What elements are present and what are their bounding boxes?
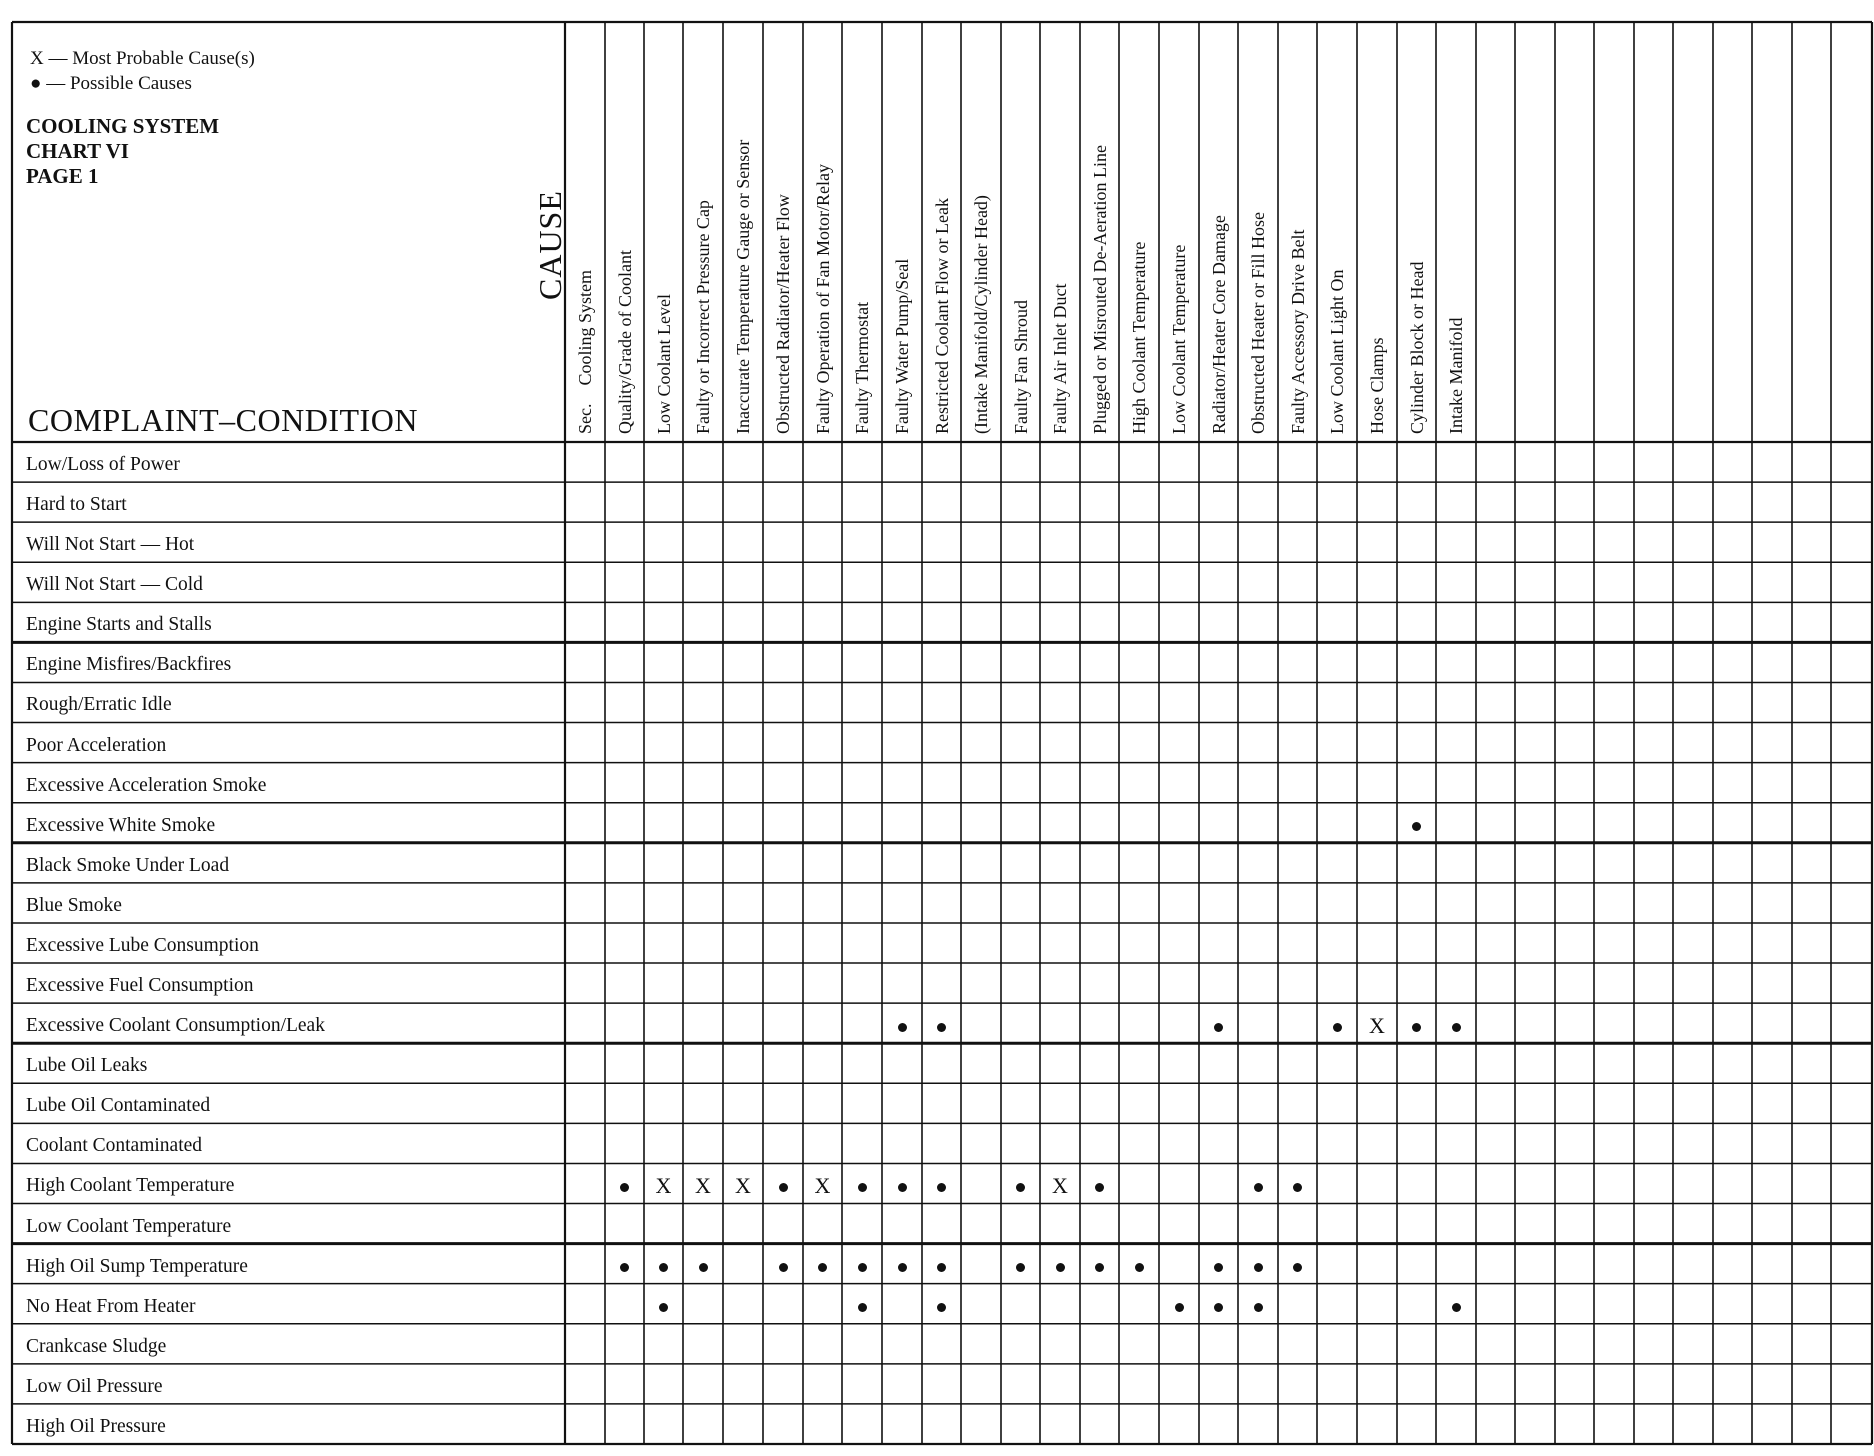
possible-cause-dot [1214, 1023, 1223, 1032]
column-header: Obstructed Radiator/Heater Flow [773, 194, 793, 434]
row-label: Low/Loss of Power [26, 454, 180, 475]
possible-cause-dot [1452, 1303, 1461, 1312]
column-header: Sec. Cooling System [575, 269, 595, 434]
column-header: (Intake Manifold/Cylinder Head) [971, 195, 991, 434]
possible-cause-dot [858, 1303, 867, 1312]
legend-dot: ● — Possible Causes [30, 73, 192, 94]
possible-cause-dot [1056, 1263, 1065, 1272]
possible-cause-dot [1095, 1183, 1104, 1192]
most-probable-cause-x: X [735, 1173, 751, 1199]
column-header: Quality/Grade of Coolant [614, 250, 635, 434]
column-header: Faulty Air Inlet Duct [1050, 283, 1070, 434]
column-header: Low Coolant Level [653, 294, 674, 434]
title-line-1: COOLING SYSTEM [26, 114, 220, 138]
row-label: Lube Oil Contaminated [26, 1095, 211, 1117]
column-header: High Coolant Temperature [1129, 241, 1149, 434]
row-label: Excessive Lube Consumption [26, 934, 259, 956]
legend-x: X — Most Probable Cause(s) [30, 48, 255, 69]
possible-cause-dot [1293, 1183, 1302, 1192]
row-label: Low Oil Pressure [26, 1375, 163, 1397]
possible-cause-dot [1016, 1183, 1025, 1192]
column-header: Faulty Water Pump/Seal [892, 258, 912, 434]
possible-cause-dot [1175, 1303, 1184, 1312]
row-label: Excessive Fuel Consumption [26, 975, 254, 997]
most-probable-cause-x: X [814, 1173, 831, 1199]
possible-cause-dot [1333, 1023, 1342, 1032]
possible-cause-dot [937, 1183, 946, 1192]
row-label: Excessive Coolant Consumption/Leak [26, 1015, 325, 1037]
most-probable-cause-x: X [695, 1173, 711, 1199]
column-header: Radiator/Heater Core Damage [1208, 215, 1229, 434]
row-label: High Oil Sump Temperature [26, 1255, 248, 1277]
column-header: Intake Manifold [1446, 317, 1466, 434]
possible-cause-dot [1135, 1263, 1144, 1272]
possible-cause-dot [937, 1023, 946, 1032]
row-label: Blue Smoke [26, 894, 122, 916]
possible-cause-dot [898, 1023, 907, 1032]
column-header: Hose Clamps [1367, 337, 1387, 434]
row-label: Lube Oil Leaks [26, 1055, 148, 1077]
possible-cause-dot [898, 1183, 907, 1192]
row-label: Excessive Acceleration Smoke [26, 774, 267, 796]
row-label: Will Not Start — Hot [26, 534, 195, 556]
column-header: Faulty Operation of Fan Motor/Relay [812, 164, 833, 434]
row-label: Poor Acceleration [26, 734, 167, 756]
row-label: Crankcase Sludge [26, 1335, 167, 1357]
possible-cause-dot [1254, 1263, 1263, 1272]
possible-cause-dot [858, 1263, 867, 1272]
possible-cause-dot [898, 1263, 907, 1272]
row-label: Will Not Start — Cold [26, 574, 203, 596]
possible-cause-dot [858, 1183, 867, 1192]
column-header: Faulty or Incorrect Pressure Cap [693, 200, 713, 434]
column-header: Obstructed Heater or Fill Hose [1248, 212, 1268, 434]
column-header: Faulty Thermostat [852, 301, 872, 434]
column-header: Faulty Accessory Drive Belt [1287, 229, 1308, 434]
most-probable-cause-x: X [1369, 1013, 1385, 1039]
column-header: Faulty Fan Shroud [1010, 299, 1031, 434]
row-label: Low Coolant Temperature [26, 1215, 232, 1237]
most-probable-cause-x: X [1052, 1173, 1068, 1199]
title-line-3: PAGE 1 [26, 164, 99, 188]
row-label: High Oil Pressure [26, 1415, 166, 1437]
row-label: Rough/Erratic Idle [26, 694, 172, 716]
possible-cause-dot [1452, 1023, 1461, 1032]
row-label: Coolant Contaminated [26, 1135, 203, 1157]
column-header: Inaccurate Temperature Gauge or Sensor [733, 139, 753, 434]
row-label: High Coolant Temperature [26, 1175, 235, 1197]
row-label: Hard to Start [26, 494, 127, 516]
column-header: Plugged or Misrouted De-Aeration Line [1089, 145, 1110, 434]
cause-axis-label: CAUSE [532, 190, 568, 300]
row-label: No Heat From Heater [26, 1295, 196, 1317]
column-header: Cylinder Block or Head [1406, 261, 1427, 434]
row-label: Excessive White Smoke [26, 814, 216, 836]
possible-cause-dot [779, 1183, 788, 1192]
complaint-axis-label: COMPLAINT–CONDITION [28, 402, 418, 438]
row-label: Engine Starts and Stalls [26, 614, 212, 636]
column-header: Low Coolant Light On [1327, 269, 1347, 434]
legend [30, 46, 255, 96]
row-label: Black Smoke Under Load [26, 854, 230, 876]
possible-cause-dot [779, 1263, 788, 1272]
column-header: Low Coolant Temperature [1169, 244, 1189, 434]
chart-title [26, 114, 219, 189]
most-probable-cause-x: X [655, 1173, 672, 1199]
possible-cause-dot [1254, 1303, 1263, 1312]
possible-cause-dot [1412, 1023, 1421, 1032]
possible-cause-dot [1254, 1183, 1263, 1192]
title-line-2: CHART VI [26, 139, 129, 163]
possible-cause-dot [699, 1263, 708, 1272]
column-header: Restricted Coolant Flow or Leak [931, 198, 952, 434]
possible-cause-dot [620, 1183, 629, 1192]
row-label: Engine Misfires/Backfires [26, 654, 232, 676]
